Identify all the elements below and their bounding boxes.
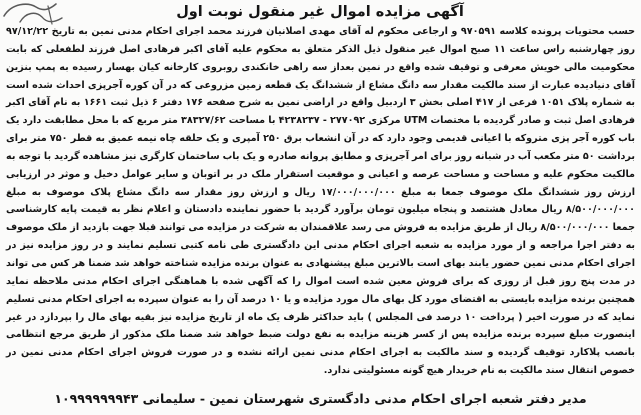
- notice-title: آگهی مزایده اموال غیر منقول نوبت اول: [176, 4, 464, 20]
- notice-body: حسب محتویات پرونده کلاسه ۹۷۰۵۹۱ و ارجاعی محکوم له آقای مهدی اصلانیان فرزند محمد اجرای احکام مدنی نمین به تاریخ ۹۷/۱۲/۲۲ روز چهارشنبه راس ساعت ۱۱ صبح اموال غیر منقول ذیل الذکر متعلق به محکوم علیه آقای اکبر فرهادی اصل فرزند لطفعلی که بابت محکومیت مالی خویش معرفی و توقیف شده واقع در نمین بعداز سه راهی خانکندی روبروی کارخانه کیان بهسار رسیده به پمپ بنزین آقای دنیادیده عبارت از سند مالکیت مقدار سه دانگ مشاع از ششدانگ یک قطعه زمین مزروعی که در آن کوره آجرپزی احداث شده است به شماره پلاک ۱۰۵۱ فرعی از ۴۱۷ اصلی بخش ۳ اردبیل واقع در اراضی نمین به شرح صفحه ۱۷۶ دفتر ۶ ذیل ثبت ۱۶۶۱ به نام آقای اکبر فرهادی اصل ثبت و صادر گردیده با مختصات UTM مرکزی ۲۷۷۰۹۲ - ۴۲۳۸۲۳۷ با مساحت ۳۸۳۲۷/۶۲ متر مربع که با محل مطابقت دارد یک باب کوره آجر پزی متروکه با اعیانی قدیمی وجود دارد که در آن انشعاب برق ۲۵۰ آمپری و یک حلقه چاه نیمه عمیق به قطر ۷۵۰ متر برای برداشت ۵۰ متر مکعب آب در شبانه روز برای امر آجرپزی و مطابق پروانه صادره و یک باب ساختمان کارگری نیز مشاهده گردید با توجه به مالکیت محکوم علیه و مساحت و مساحت عرصه و اعیانی و موقعیت استقرار ملک در بر اتوبان و سایر عوامل دخیل و موثر در ارزیابی ارزش روز ششدانگ ملک موصوف جمعا به مبلغ ۱۷/۰۰۰/۰۰۰/۰۰۰ ریال و ارزش روز مقدار سه دانگ مشاع پلاک موصوف به مبلغ ۸/۵۰۰/۰۰۰/۰۰۰ ریال معادل هشتصد و پنجاه میلیون تومان برآورد گردید با حضور نماینده دادستان و اعلام نظر به قیمت پایه کارشناسی جمعا ۸/۵۰۰/۰۰۰/۰۰۰ ریال از طریق مزایده به فروش می رسد علاقمندان به شرکت در مزایده می توانند قبلا جهت بازدید از ملک موصوف به دفتر اجرا مراجعه و از مورد مزایده به شعبه اجرای احکام مدنی این دادگستری طی نامه کتبی تسلیم نمایند و در روز مزایده نیز در اجرای احکام مدنی نمین حضور یابند بهای است بالاترین مبلغ پیشنهادی به عنوان برنده مزایده شناخته خواهد شد ضمنا هر کس می تواند در مدت پنج روز قبل از روزی که برای فروش معین شده است اموال را که آگهی شده با هماهنگی اجرای احکام مدنی ملاحظه نماید همچنین برنده مزایده بایستی به اقتضای مورد کل بهای مال مورد مزایده و یا ۱۰ درصد آن را به عنوان سپرده به اجرای احکام مدنی تسلیم نماید که در صورت اخیر ( پرداخت ۱۰ درصد فی المجلس ) باید حداکثر ظرف یک ماه از تاریخ مزایده نیز بقیه بهای مال را بپردازد در غیر اینصورت مبلغ سپرده برنده مزایده پس از کسر هزینه مزایده به نفع دولت ضبط خواهد شد ضمنا ملک مذکور از طریق مرجع انتظامی بانصب پلاکارد توقیف گردیده و سند مالکیت به اجرای احکام مدنی نمین ارائه نشده و در صورت فروش اجرای احکام مدنی نمین در خصوص انتقال سند مالکیت به نام خریدار هیچ گونه مسئولیتی ندارد.: [6, 26, 636, 377]
- notice-signature-line: مدیر دفتر شعبه اجرای احکام مدنی دادگستری شهرستان نمین - سلیمانی ۱۰۹۹۹۹۹۹۹۴۳: [54, 391, 587, 406]
